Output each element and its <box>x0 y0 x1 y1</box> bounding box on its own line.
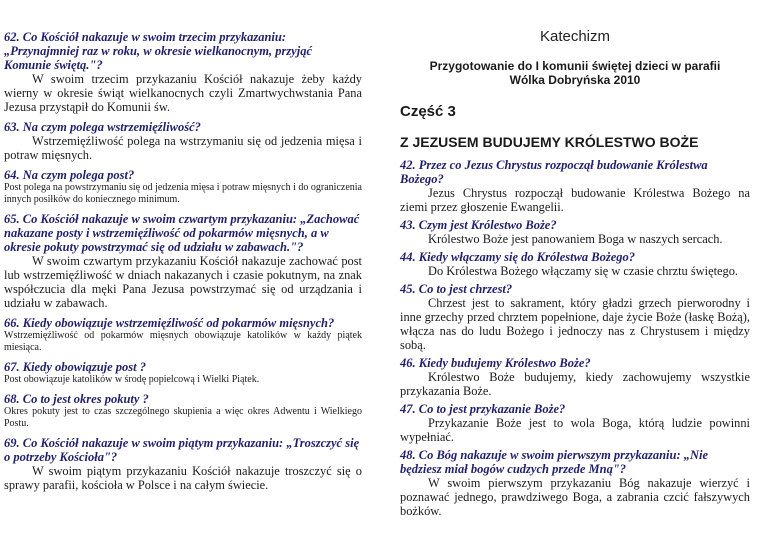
question-64: 64. Na czym polega post? <box>4 168 135 182</box>
right-column <box>400 0 750 518</box>
question-44: 44. Kiedy włączamy się do Królestwa Bożego? <box>400 250 636 264</box>
answer-44: Do Królestwa Bożego włączamy się w czasie chrztu świętego. <box>428 264 738 278</box>
question-62: 62. Co Kościół nakazuje w swoim trzecim przykazaniu: „Przynajmniej raz w roku, w okresie wielkanocnym, przyjąć Komunie świętą."? <box>4 30 313 72</box>
answer-64: Post polega na powstrzymaniu się od jedzenia mięsa i potraw mięsnych i do ograniczenia innych posiłków do koniecznego minimum. <box>4 182 362 205</box>
question-42: 42. Przez co Jezus Chrystus rozpoczął budowanie Królestwa Bożego? <box>400 158 708 186</box>
answer-48: W swoim pierwszym przykazaniu Bóg nakazuje wierzyć i poznawać jednego, prawdziwego Boga, a zabrania czcić fałszywych bożków. <box>400 476 750 518</box>
answer-63: Wstrzemięźliwość polega na wstrzymaniu się od jedzenia mięsa i potraw mięsnych. <box>4 134 362 162</box>
answer-42: Jezus Chrystus rozpoczął budowanie Królestwa Bożego na ziemi przez głoszenie Ewangelii. <box>400 186 750 214</box>
left-column <box>4 0 362 492</box>
answer-43: Królestwo Boże jest panowaniem Boga w naszych sercach. <box>428 232 723 246</box>
question-43: 43. Czym jest Królestwo Boże? <box>400 218 557 232</box>
part-title: Część 3 <box>400 103 456 120</box>
subtitle-line-2: Wólka Dobryńska 2010 <box>509 73 641 87</box>
question-69: 69. Co Kościół nakazuje w swoim piątym przykazaniu: „Troszczyć się o potrzeby Kościoła"? <box>4 436 360 464</box>
answer-69: W swoim piątym przykazaniu Kościół nakazuje troszczyć się o sprawy parafii, kościoła w Polsce i na całym świecie. <box>4 464 362 492</box>
question-67: 67. Kiedy obowiązuje post ? <box>4 360 147 374</box>
answer-65: W swoim czwartym przykazaniu Kościół nakazuje zachować post lub wstrzemięźliwość w dniach nakazanych i czasie pokutnym, na znak współczucia dla męki Pana Jezusa powstrzymać się od urządzania i udziału w zabawach. <box>4 254 362 310</box>
question-63: 63. Na czym polega wstrzemięźliwość? <box>4 120 201 134</box>
question-45: 45. Co to jest chrzest? <box>400 282 513 296</box>
answer-62: W swoim trzecim przykazaniu Kościół nakazuje żeby każdy wierny w okresie świąt wielkanocnych czyli Zmartwychwstania Pana Jezusa przystąpił do Komunii św. <box>4 72 362 114</box>
answer-67: Post obowiązuje katolików w środę popielcową i Wielki Piątek. <box>4 374 260 385</box>
answer-46: Królestwo Boże budujemy, kiedy zachowujemy wszystkie przykazania Boże. <box>400 370 750 398</box>
document-title: Katechizm <box>539 28 611 45</box>
question-47: 47. Co to jest przykazanie Boże? <box>400 402 566 416</box>
answer-45: Chrzest jest to sakrament, który gładzi grzech pierworodny i inne grzechy przed chrztem popełnione, daje życie Boże (łaskę Bożą), włącza nas do ludu Bożego i jednoczy nas z Chrystusem i między sobą. <box>400 296 750 352</box>
question-66: 66. Kiedy obowiązuje wstrzemięźliwość od pokarmów mięsnych? <box>4 316 335 330</box>
answer-47: Przykazanie Boże jest to wola Boga, którą ludzie powinni wypełniać. <box>400 416 750 444</box>
answer-68: Okres pokuty jest to czas szczególnego skupienia a więc okres Adwentu i Wielkiego Postu. <box>4 406 362 429</box>
question-68: 68. Co to jest okres pokuty ? <box>4 392 149 406</box>
question-65: 65. Co Kościół nakazuje w swoim czwartym przykazaniu: „Zachować nakazane posty i wstrzemięźliwość od pokarmów mięsnych, a w okresie pokuty powstrzymać się od udziału w zabawach."? <box>4 212 360 254</box>
section-heading: Z JEZUSEM BUDUJEMY KRÓLESTWO BOŻE <box>400 134 699 150</box>
question-48: 48. Co Bóg nakazuje w swoim pierwszym przykazaniu: „Nie będziesz miał bogów cudzych przede Mną"? <box>400 448 709 476</box>
subtitle-line-1: Przygotowanie do I komunii świętej dzieci w parafii <box>429 59 721 73</box>
answer-66: Wstrzemięźliwość od pokarmów mięsnych obowiązuje katolików w każdy piątek miesiąca. <box>4 330 362 353</box>
question-46: 46. Kiedy budujemy Królestwo Boże? <box>400 356 591 370</box>
